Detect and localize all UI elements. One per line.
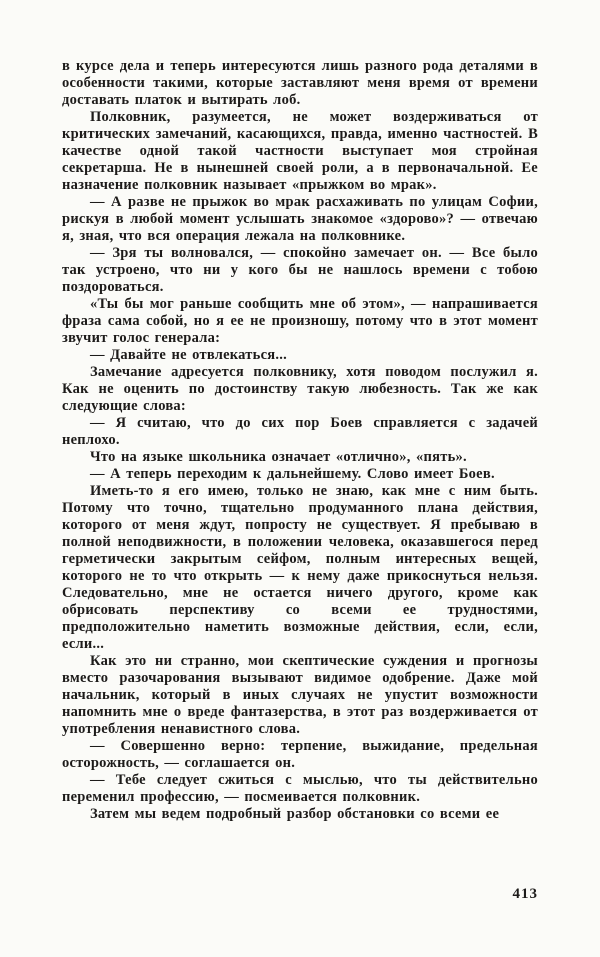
paragraph: Иметь-то я его имею, только не знаю, как мне с ним быть. Потому что точно, тщательно продуманного плана действия, которого от меня ждут, попросту не существует. Я пребываю в полной неподвижности, в положении человека, оказавшегося перед герметически закрытым сейфом, полным интересных вещей, которого не то что открыть — к нему даже прикоснуться нельзя. Следовательно, мне не остается ничего другого, кроме как обрисовать перспективу со всеми ее трудностями, предположительно наметить возможные действия, если, если, если...	[62, 483, 538, 652]
paragraph: — А теперь переходим к дальнейшему. Слово имеет Боев.	[90, 466, 495, 482]
paragraph: Как это ни странно, мои скептические суждения и прогнозы вместо разочарования вызывают видимое одобрение. Даже мой начальник, который в иных случаях не упустит возможности напомнить мне о вреде фантазерства, в этот раз воздерживается от употребления ненавистного слова.	[62, 653, 538, 737]
paragraph: — Совершенно верно: терпение, выжидание, предельная осторожность, — соглашается он.	[62, 738, 538, 771]
paragraph: Замечание адресуется полковнику, хотя поводом послужил я. Как не оценить по достоинству такую любезность. Так же как следующие слова:	[62, 364, 538, 414]
paragraph: Полковник, разумеется, не может воздерживаться от критических замечаний, касающихся, правда, именно частностей. В качестве одной такой частности выступает моя стройная секретарша. Не в нынешней своей роли, а в первоначальной. Ее назначение полковник называет «прыжком во мрак».	[62, 109, 538, 193]
paragraph: — Зря ты волновался, — спокойно замечает он. — Все было так устроено, что ни у кого бы не нашлось времени с тобою поздороваться.	[62, 245, 538, 295]
paragraph: в курсе дела и теперь интересуются лишь разного рода деталями в особенности такими, которые заставляют меня время от времени доставать платок и вытирать лоб.	[62, 58, 538, 108]
paragraph: Затем мы ведем подробный разбор обстановки со всеми ее	[90, 806, 500, 822]
paragraph: «Ты бы мог раньше сообщить мне об этом», — напрашивается фраза сама собой, но я ее не произношу, потому что в этот момент звучит голос генерала:	[62, 296, 538, 346]
paragraph: — Давайте не отвлекаться...	[90, 347, 287, 363]
paragraph: — Я считаю, что до сих пор Боев справляется с задачей неплохо.	[62, 415, 538, 448]
paragraph: — Тебе следует сжиться с мыслью, что ты действительно переменил профессию, — посмеивается полковник.	[62, 772, 538, 805]
paragraph: Что на языке школьника означает «отлично», «пять».	[90, 449, 467, 465]
text-block	[62, 58, 538, 823]
page-number: 413	[512, 886, 538, 902]
paragraph: — А разве не прыжок во мрак расхаживать по улицам Софии, рискуя в любой момент услышать знакомое «здорово»? — отвечаю я, зная, что вся операция лежала на полковнике.	[62, 194, 538, 244]
